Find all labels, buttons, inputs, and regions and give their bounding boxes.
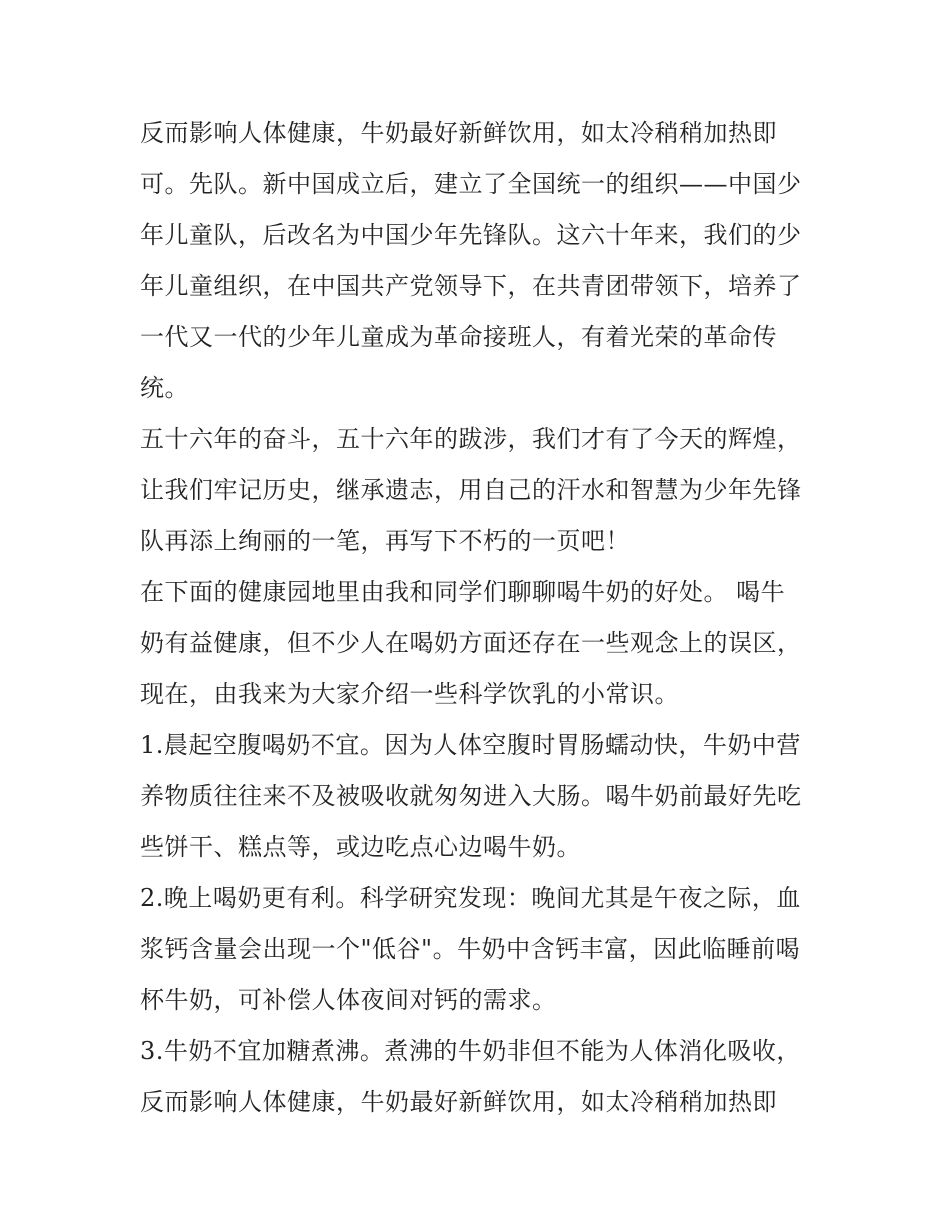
text-line: 养物质往往来不及被吸收就匆匆进入大肠。喝牛奶前最好先吃: [140, 782, 802, 810]
text-line: 可。先队。新中国成立后，建立了全国统一的组织——中国少: [140, 170, 802, 198]
document-body: [140, 108, 820, 1128]
text-line: 在下面的健康园地里由我和同学们聊聊喝牛奶的好处。 喝牛: [140, 578, 786, 606]
text-line: 3.牛奶不宜加糖煮沸。煮沸的牛奶非但不能为人体消化吸收，: [140, 1037, 801, 1065]
text-line: 年儿童队，后改名为中国少年先锋队。这六十年来，我们的少: [140, 221, 802, 249]
text-line: 反而影响人体健康，牛奶最好新鲜饮用，如太冷稍稍加热即: [140, 1088, 777, 1116]
text-line: 浆钙含量会出现一个"低谷"。牛奶中含钙丰富，因此临睡前喝: [140, 935, 801, 963]
text-line: 统。: [140, 374, 189, 402]
text-line: 2.晚上喝奶更有利。科学研究发现：晚间尤其是午夜之际，血: [140, 884, 801, 912]
text-line: 现在，由我来为大家介绍一些科学饮乳的小常识。: [140, 680, 679, 708]
text-line: 1.晨起空腹喝奶不宜。因为人体空腹时胃肠蠕动快，牛奶中营: [140, 731, 801, 759]
text-line: 五十六年的奋斗，五十六年的跋涉，我们才有了今天的辉煌，: [140, 425, 802, 453]
text-line: 些饼干、糕点等，或边吃点心边喝牛奶。: [140, 833, 581, 861]
text-line: 年儿童组织，在中国共产党领导下，在共青团带领下，培养了: [140, 272, 802, 300]
text-line: 队再添上绚丽的一笔，再写下不朽的一页吧！: [140, 527, 630, 555]
text-line: 杯牛奶，可补偿人体夜间对钙的需求。: [140, 986, 557, 1014]
text-line: 反而影响人体健康，牛奶最好新鲜饮用，如太冷稍稍加热即: [140, 119, 777, 147]
text-line: 让我们牢记历史，继承遗志，用自己的汗水和智慧为少年先锋: [140, 476, 802, 504]
text-line: 奶有益健康，但不少人在喝奶方面还存在一些观念上的误区，: [140, 629, 802, 657]
text-line: 一代又一代的少年儿童成为革命接班人，有着光荣的革命传: [140, 323, 777, 351]
